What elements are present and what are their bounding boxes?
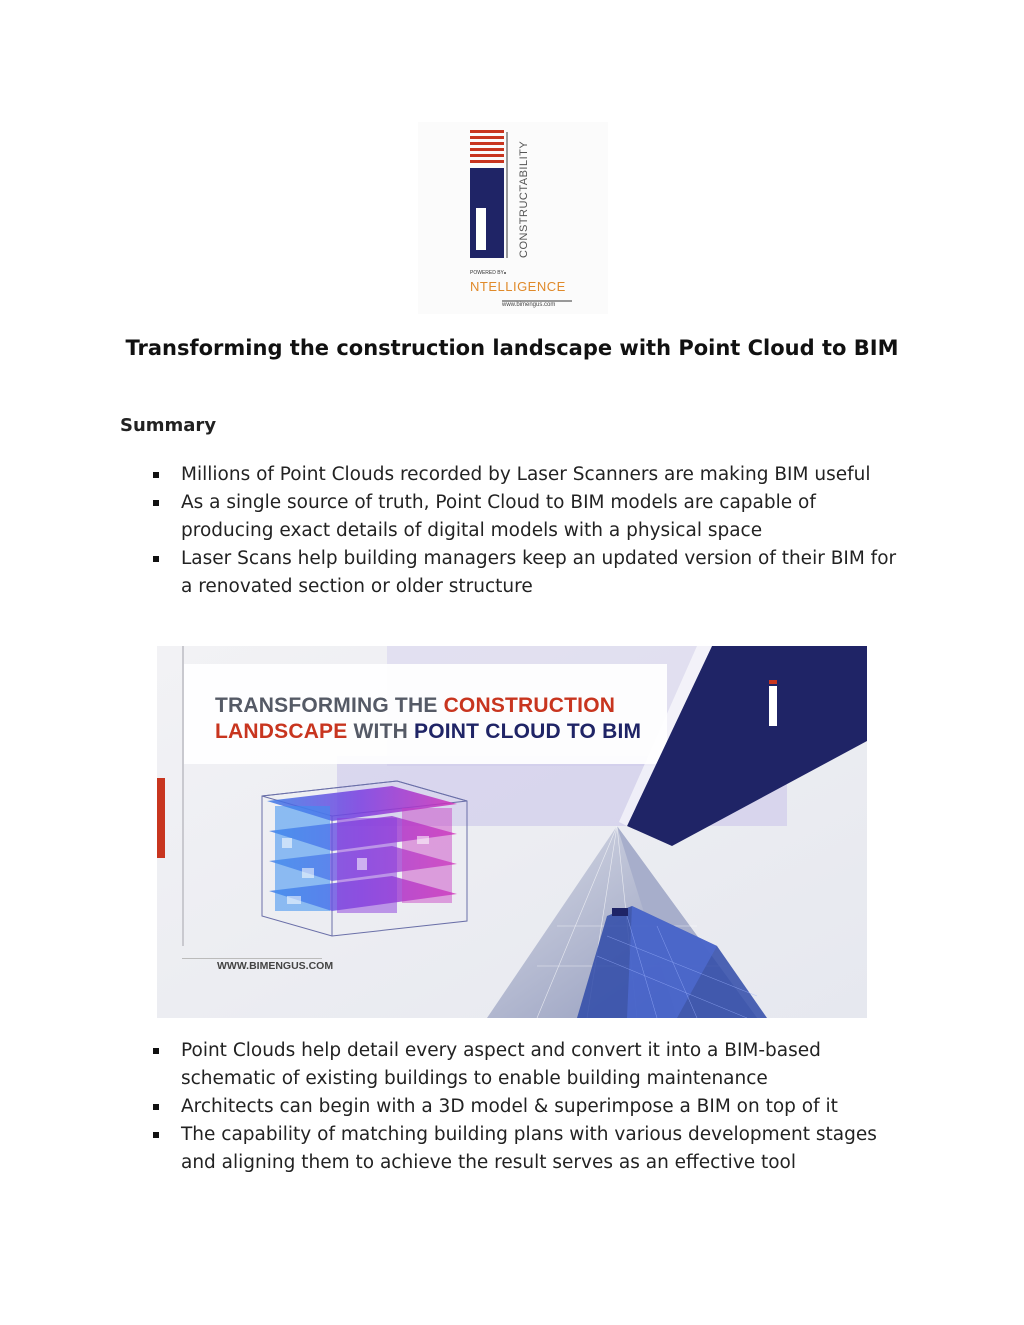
- list-item-text: Architects can begin with a 3D model & superimpose a BIM on top of it: [181, 1096, 838, 1117]
- list-item: [150, 1093, 910, 1121]
- bullet-icon: [153, 472, 159, 478]
- list-item: [150, 1037, 910, 1093]
- list-item-text: Laser Scans help building managers keep an updated version of their BIM for a renovated section or older structure: [181, 548, 897, 597]
- list-item-text: Point Clouds help detail every aspect and convert it into a BIM-based schematic of existing buildings to enable building maintenance: [181, 1040, 821, 1089]
- bullet-icon: [153, 556, 159, 562]
- banner-text-segment: TRANSFORMING THE: [215, 694, 444, 717]
- list-item: [150, 489, 910, 545]
- banner-headline-line1: [215, 694, 615, 718]
- page-title: Transforming the construction landscape with Point Cloud to BIM: [125, 336, 899, 360]
- banner-text-highlight: LANDSCAPE: [215, 720, 348, 743]
- list-item-text: The capability of matching building plans with various development stages and aligning them to achieve the result serves as an effective tool: [181, 1124, 877, 1173]
- list-item-text: Millions of Point Clouds recorded by Laser Scanners are making BIM useful: [181, 464, 871, 485]
- banner-url: WWW.BIMENGUS.COM: [217, 960, 334, 972]
- list-item: [150, 545, 910, 601]
- list-item: [150, 1121, 910, 1177]
- list-item: [150, 461, 910, 489]
- summary-heading: Summary: [120, 415, 217, 436]
- constructability-logo: [418, 122, 608, 314]
- logo-powered-by: POWERED BY: [470, 270, 504, 276]
- bullet-icon: [153, 1104, 159, 1110]
- summary-list: [150, 461, 910, 601]
- banner-text-segment: WITH: [347, 720, 415, 743]
- bullet-icon: [153, 1048, 159, 1054]
- bullet-icon: [153, 1132, 159, 1138]
- list-item-text: As a single source of truth, Point Cloud to BIM models are capable of producing exact details of digital models with a physical space: [181, 492, 816, 541]
- logo-vertical-label: CONSTRUCTABILITY: [518, 140, 530, 258]
- bullet-icon: [153, 500, 159, 506]
- banner-text-highlight: POINT CLOUD TO BIM: [414, 720, 642, 743]
- detail-list: [150, 1037, 910, 1177]
- banner-image: [157, 646, 867, 1018]
- banner-text-highlight: CONSTRUCTION: [443, 694, 616, 717]
- banner-headline-line2: [215, 720, 641, 744]
- logo-url: www.bimengus.com: [502, 302, 556, 308]
- logo-brand: NTELLIGENCE: [470, 279, 566, 294]
